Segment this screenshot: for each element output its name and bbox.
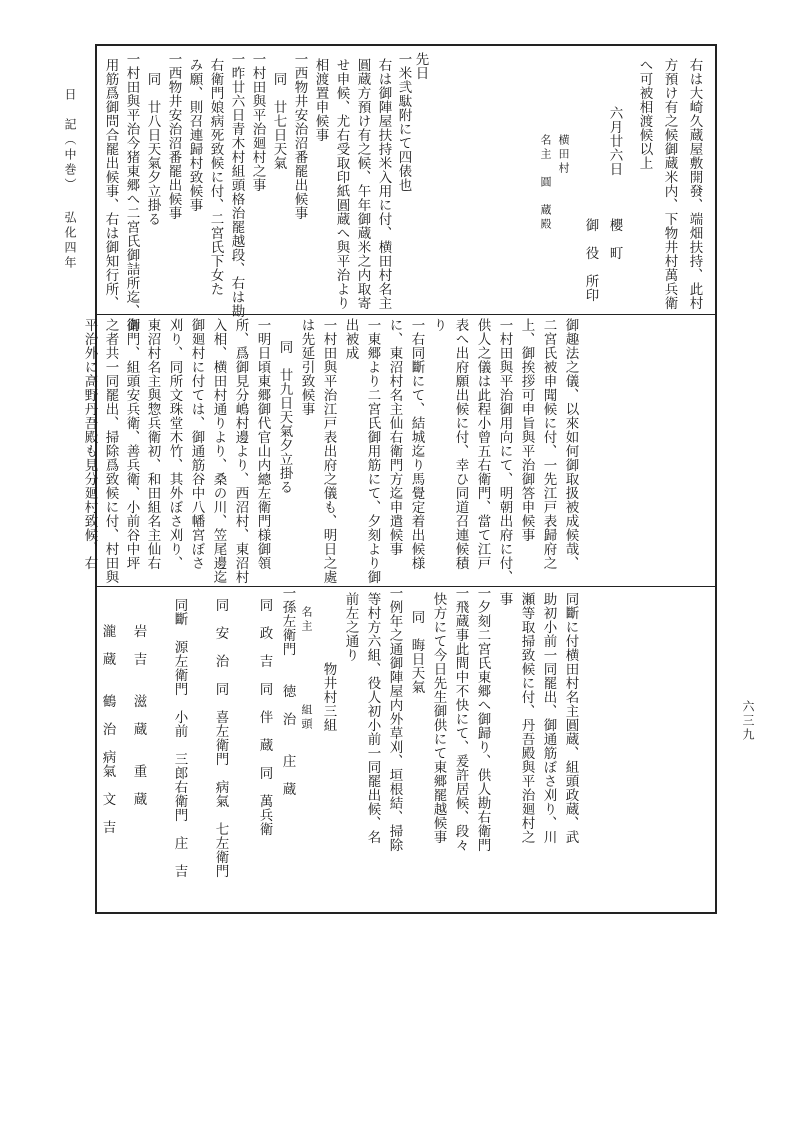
text-column: 二宮氏被申聞候に付、一先江戸表歸府之 <box>540 318 557 570</box>
text-column: 名主 圓 蔵殿 <box>539 106 552 232</box>
text-column: 快方にて今日先生御供にて東郷罷越候事 <box>430 592 447 844</box>
text-column: 之者共一同罷出、掃除爲致候に付、村田與 <box>102 318 119 584</box>
text-column: 御廻村に付ては、御通筋谷中八幡宮ぼさ <box>188 318 205 570</box>
text-column: 一村田與平治御用向にて、明朝出府に付、 <box>496 318 513 584</box>
text-column: 一米弐駄附にて四俵也 <box>395 52 412 192</box>
text-column: 一明日頃東郷御代官山内總左衛門様御領 <box>254 318 271 570</box>
page-number: 六三九 <box>741 700 755 742</box>
text-column: 右は御陣屋扶持米入用に付、横田村名主 <box>375 58 392 310</box>
text-column: 出被成 <box>342 318 359 360</box>
text-column: 名主 組頭 <box>300 592 313 732</box>
text-column: 一東郷より二宮氏御用筋にて、夕刻より御 <box>364 318 381 584</box>
text-column: 右は大崎久蔵屋敷開發、端畑扶持、此村 <box>686 58 703 310</box>
text-column: 御 役 所印 <box>582 106 599 302</box>
text-column: 衛門、組頭安兵衛、善兵衛、小前谷中坪 <box>123 318 140 570</box>
text-column: せ申候、尤右受取印紙圓蔵へ與平治より <box>333 58 350 310</box>
section-divider <box>97 314 715 315</box>
text-column: 物井村三組 <box>320 592 337 732</box>
text-column: 所、爲御見分嶋村邊より、西沼村、東沼村 <box>232 318 249 584</box>
text-column: 圓蔵方預け有之候、午年御蔵米之内取寄 <box>354 58 371 310</box>
text-column: 用筋爲御問合罷出候事、右は御知行所、 <box>102 58 119 310</box>
text-column: 一西物井安治沼番罷出候事 <box>165 52 182 220</box>
running-head-era: 弘化四年 <box>63 211 77 271</box>
running-head-title: 日 記（中巻） <box>63 88 77 193</box>
text-column: は先延引致候事 <box>298 318 315 416</box>
text-column: 一西物井安治沼番罷出候事 <box>291 52 308 220</box>
section-divider <box>97 586 715 587</box>
text-column: 東沼村名主與惣兵衛初、和田組名主仙右 <box>144 318 161 570</box>
text-column: 助初小前一同罷出、御通筋ぼさ刈り、川 <box>540 592 557 844</box>
text-column: 入相、横田村通りより、桑の川、笠尾邊迄 <box>210 318 227 584</box>
text-column: へ可被相渡候以上 <box>636 58 653 170</box>
text-column: 平治外に高野丹吾殿も見分廻村致候、右 <box>81 318 98 570</box>
text-column: 一夕刻二宮氏東郷へ御歸り、供人勘右衛門 <box>474 586 491 852</box>
text-column: に、東沼村名主仙右衛門方迄申遣候事 <box>386 318 403 556</box>
text-column: 一昨廿六日青木村組頭格治罷越段、右は勘 <box>228 52 245 318</box>
text-column: 同 廿七日天氣 <box>270 72 287 170</box>
text-column: 同斷に付横田村名主圓蔵、組頭政蔵、武 <box>562 592 579 844</box>
text-column: 一村田與平治今猪東郷へ二宮氏御詰所迄、御 <box>123 52 140 332</box>
text-column: 同 政 吉 同 伴 蔵 同 萬兵衛 <box>256 598 273 836</box>
text-column: 横田村 <box>557 106 570 176</box>
text-column: 一村田與平治廻村之事 <box>249 52 266 192</box>
text-column: 先日 <box>412 52 429 80</box>
text-column: 方預け有之候御蔵米内、下物井村萬兵衛 <box>661 58 678 310</box>
text-column: 相渡置申候事 <box>312 58 329 142</box>
text-column: 右衛門娘病死致候に付、二宮氏下女た <box>207 58 224 296</box>
text-column: 一飛蔵事此間中不快にて、爰許居候、段々 <box>452 586 469 852</box>
text-column: 同斷 源左衛門 小前 三郎右衛門 庄 吉 <box>171 598 188 878</box>
text-column: 一村田與平治江戸表出府之儀も、明日之處 <box>320 318 337 584</box>
text-column: 御趣法之儀、以來如何御取扱被成候哉、 <box>562 318 579 570</box>
text-column: み願、則召連歸村致候事 <box>186 58 203 212</box>
text-column: 前左之通り <box>342 592 359 662</box>
text-column: 瀬等取掃致候に付、丹吾殿與平治廻村之 <box>518 592 535 844</box>
text-column: 等村方六組、役人初小前一同罷出候、名 <box>364 592 381 844</box>
text-column: 同 安 治 同 喜左衛門 病氣 七左衛門 <box>212 598 229 878</box>
text-column: 同 廿九日天氣夕立掛る <box>276 340 293 494</box>
text-column: 同 廿八日天氣夕立掛る <box>144 72 161 226</box>
running-head <box>62 88 79 271</box>
text-column: 同 晦日天氣 <box>408 610 425 694</box>
text-column: 岩 吉 滋 蔵 重 蔵 <box>130 624 147 806</box>
text-column: 一孫左衛門 徳 治 庄 蔵 <box>279 586 296 796</box>
text-column: 上、御挨拶可申旨與平治御答申候事 <box>518 318 535 542</box>
text-column: 一右同斷にて、結城迄り馬覺定着出候様 <box>408 318 425 570</box>
text-column: 六月廿六日 櫻 町 <box>606 106 623 260</box>
text-column: 供人之儀は此程小曾五右衛門、當て江戸 <box>474 318 491 570</box>
text-column: 一例年之通御陣屋内外草刈、垣根結、掃除 <box>386 586 403 852</box>
text-column: 瀧 蔵 鶴 治 病氣 文 吉 <box>99 624 116 834</box>
text-column: 刈り、同所文珠堂木竹、其外ぼさ刈り、 <box>166 318 183 570</box>
text-column: 表へ出府願出候に付、幸ひ同道召連候積 <box>452 318 469 570</box>
text-column: 事 <box>496 592 513 606</box>
text-column: り <box>430 318 447 332</box>
